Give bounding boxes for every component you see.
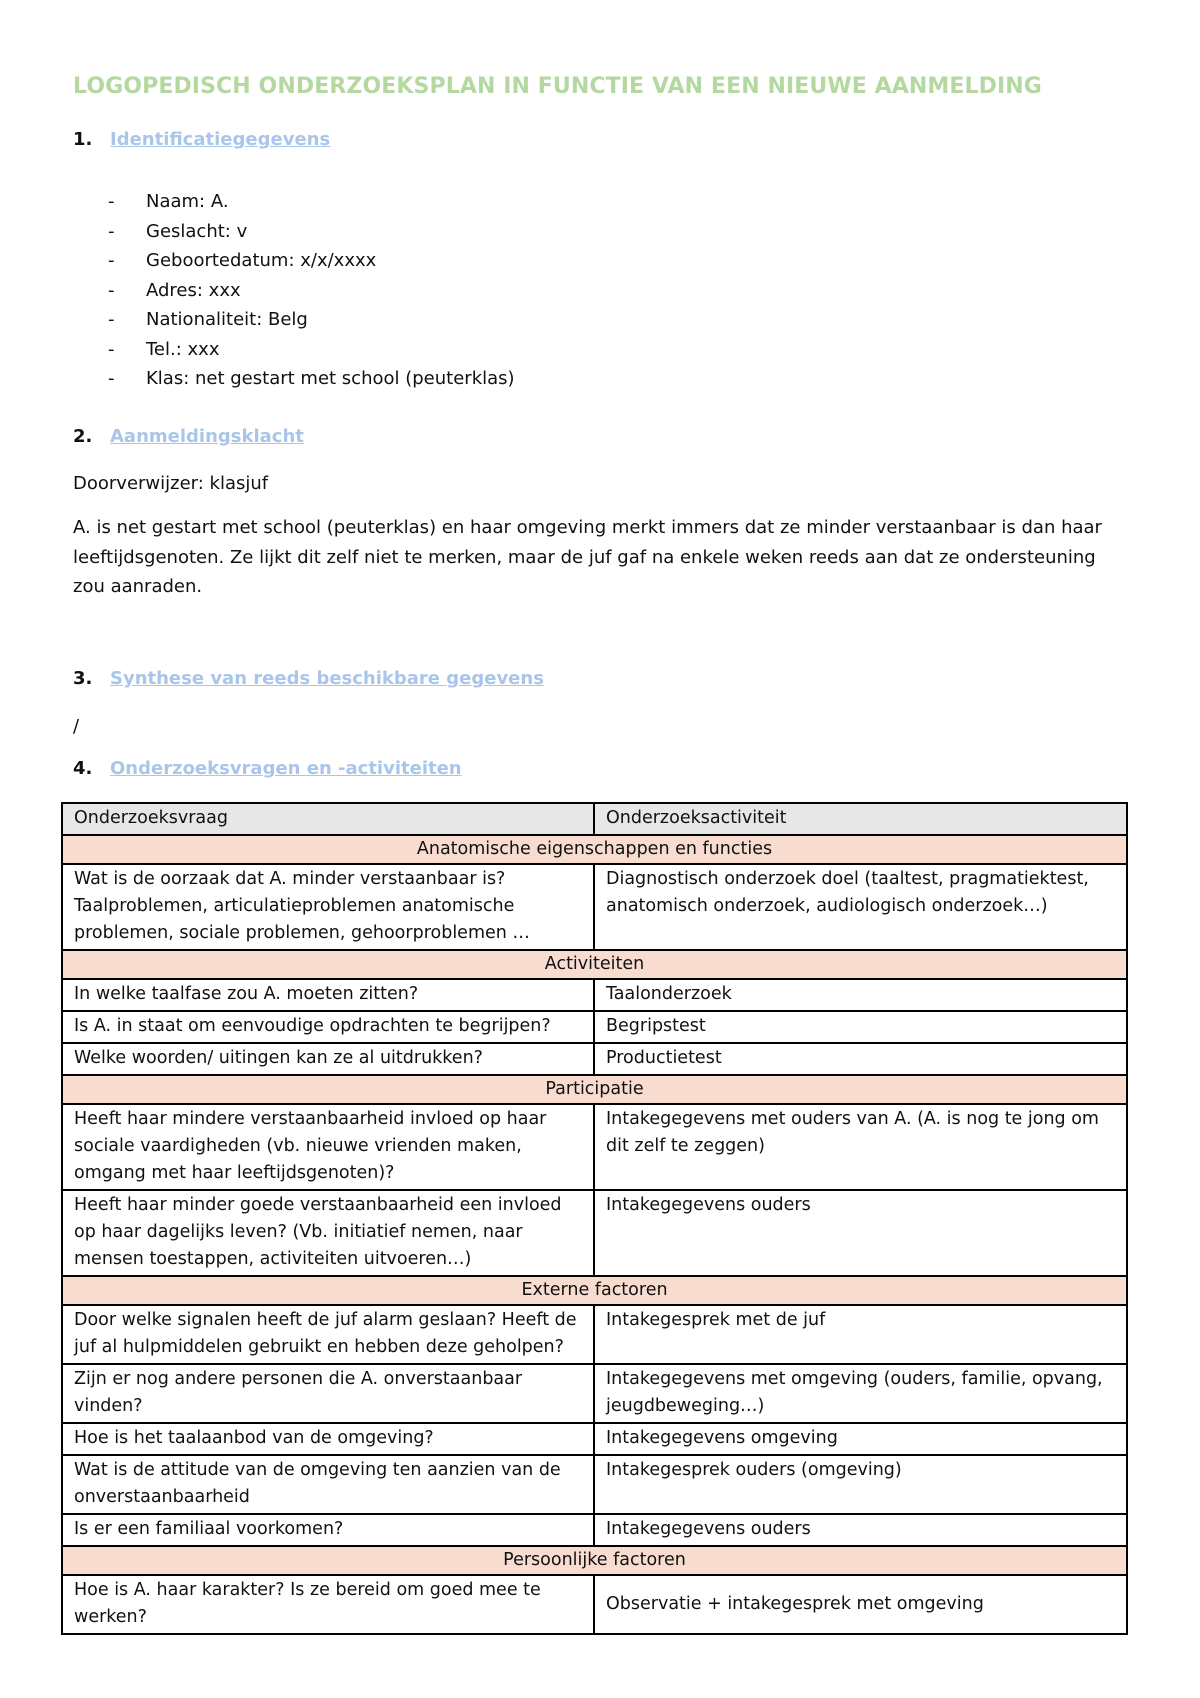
table-row <box>62 1190 1127 1276</box>
section-2-header <box>73 426 304 447</box>
table-row <box>62 979 1127 1011</box>
section-heading-onderzoeksvragen[interactable]: Onderzoeksvragen en -activiteiten <box>110 758 462 779</box>
section-number: 1. <box>73 129 93 150</box>
list-item: - Tel.: xxx <box>108 335 515 365</box>
category-label: Participatie <box>62 1075 1127 1104</box>
question-cell: Door welke signalen heeft de juf alarm geslaan? Heeft de juf al hulpmiddelen gebruikt en hebben deze geholpen? <box>62 1305 594 1364</box>
activity-cell: Intakegesprek ouders (omgeving) <box>594 1455 1127 1514</box>
section-number: 3. <box>73 668 93 689</box>
section-heading-identificatiegegevens[interactable]: Identificatiegegevens <box>110 129 331 150</box>
activity-cell: Observatie + intakegesprek met omgeving <box>594 1575 1127 1634</box>
category-label: Anatomische eigenschappen en functies <box>62 835 1127 864</box>
table-row <box>62 1423 1127 1455</box>
category-label: Activiteiten <box>62 950 1127 979</box>
category-row <box>62 1546 1127 1575</box>
activity-cell: Diagnostisch onderzoek doel (taaltest, pragmatiektest, anatomisch onderzoek, audiologisch onderzoek…) <box>594 864 1127 950</box>
list-item: - Klas: net gestart met school (peuterklas) <box>108 364 515 394</box>
table-row <box>62 1575 1127 1634</box>
identification-list <box>108 187 515 394</box>
category-row <box>62 835 1127 864</box>
column-header-onderzoeksvraag: Onderzoeksvraag <box>62 803 594 835</box>
section-4-header <box>73 758 462 779</box>
activity-cell: Intakegesprek met de juf <box>594 1305 1127 1364</box>
question-cell: Welke woorden/ uitingen kan ze al uitdrukken? <box>62 1043 594 1075</box>
table-row <box>62 1043 1127 1075</box>
activity-cell: Productietest <box>594 1043 1127 1075</box>
category-row <box>62 1075 1127 1104</box>
section-number: 2. <box>73 426 93 447</box>
complaint-paragraph: A. is net gestart met school (peuterklas) en haar omgeving merkt immers dat ze minder verstaanbaar is dan haar leeftijdsgenoten. Ze lijkt dit zelf niet te merken, maar de juf gaf na enkele weken reeds aan dat ze ondersteuning zou aanraden. <box>73 517 1102 597</box>
category-row <box>62 950 1127 979</box>
list-item: - Geboortedatum: x/x/xxxx <box>108 246 515 276</box>
research-plan-table <box>61 802 1128 1635</box>
table-row <box>62 1104 1127 1190</box>
table-row <box>62 1011 1127 1043</box>
synthesis-text: / <box>73 716 80 737</box>
list-item: - Geslacht: v <box>108 217 515 247</box>
question-cell: Is er een familiaal voorkomen? <box>62 1514 594 1546</box>
activity-cell: Intakegegevens omgeving <box>594 1423 1127 1455</box>
table-header-row <box>62 803 1127 835</box>
section-3-header <box>73 668 544 689</box>
category-row <box>62 1276 1127 1305</box>
activity-cell: Intakegegevens met omgeving (ouders, familie, opvang, jeugdbeweging…) <box>594 1364 1127 1423</box>
category-label: Externe factoren <box>62 1276 1127 1305</box>
table-row <box>62 1455 1127 1514</box>
question-cell: Hoe is het taalaanbod van de omgeving? <box>62 1423 594 1455</box>
table-row <box>62 1305 1127 1364</box>
question-cell: Wat is de attitude van de omgeving ten aanzien van de onverstaanbaarheid <box>62 1455 594 1514</box>
activity-cell: Intakegegevens ouders <box>594 1514 1127 1546</box>
section-number: 4. <box>73 758 93 779</box>
section-1-header <box>73 129 330 150</box>
referrer-text: Doorverwijzer: klasjuf <box>73 473 269 494</box>
question-cell: Wat is de oorzaak dat A. minder verstaanbaar is? Taalproblemen, articulatieproblemen anatomische problemen, sociale problemen, gehoorproblemen … <box>62 864 594 950</box>
section-heading-synthese[interactable]: Synthese van reeds beschikbare gegevens <box>110 668 544 689</box>
question-cell: Hoe is A. haar karakter? Is ze bereid om goed mee te werken? <box>62 1575 594 1634</box>
column-header-onderzoeksactiviteit: Onderzoeksactiviteit <box>594 803 1127 835</box>
activity-cell: Begripstest <box>594 1011 1127 1043</box>
list-item: - Adres: xxx <box>108 276 515 306</box>
list-item: - Naam: A. <box>108 187 515 217</box>
document-title: LOGOPEDISCH ONDERZOEKSPLAN IN FUNCTIE VAN EEN NIEUWE AANMELDING <box>73 74 1042 99</box>
activity-cell: Intakegegevens ouders <box>594 1190 1127 1276</box>
question-cell: Heeft haar mindere verstaanbaarheid invloed op haar sociale vaardigheden (vb. nieuwe vrienden maken, omgang met haar leeftijdsgenoten)? <box>62 1104 594 1190</box>
question-cell: Is A. in staat om eenvoudige opdrachten te begrijpen? <box>62 1011 594 1043</box>
activity-cell: Taalonderzoek <box>594 979 1127 1011</box>
category-label: Persoonlijke factoren <box>62 1546 1127 1575</box>
table-row <box>62 864 1127 950</box>
list-item: - Nationaliteit: Belg <box>108 305 515 335</box>
table-row <box>62 1364 1127 1423</box>
question-cell: In welke taalfase zou A. moeten zitten? <box>62 979 594 1011</box>
section-heading-aanmeldingsklacht[interactable]: Aanmeldingsklacht <box>110 426 304 447</box>
table-row <box>62 1514 1127 1546</box>
question-cell: Heeft haar minder goede verstaanbaarheid een invloed op haar dagelijks leven? (Vb. initiatief nemen, naar mensen toestappen, activiteiten uitvoeren…) <box>62 1190 594 1276</box>
question-cell: Zijn er nog andere personen die A. onverstaanbaar vinden? <box>62 1364 594 1423</box>
activity-cell: Intakegegevens met ouders van A. (A. is nog te jong om dit zelf te zeggen) <box>594 1104 1127 1190</box>
